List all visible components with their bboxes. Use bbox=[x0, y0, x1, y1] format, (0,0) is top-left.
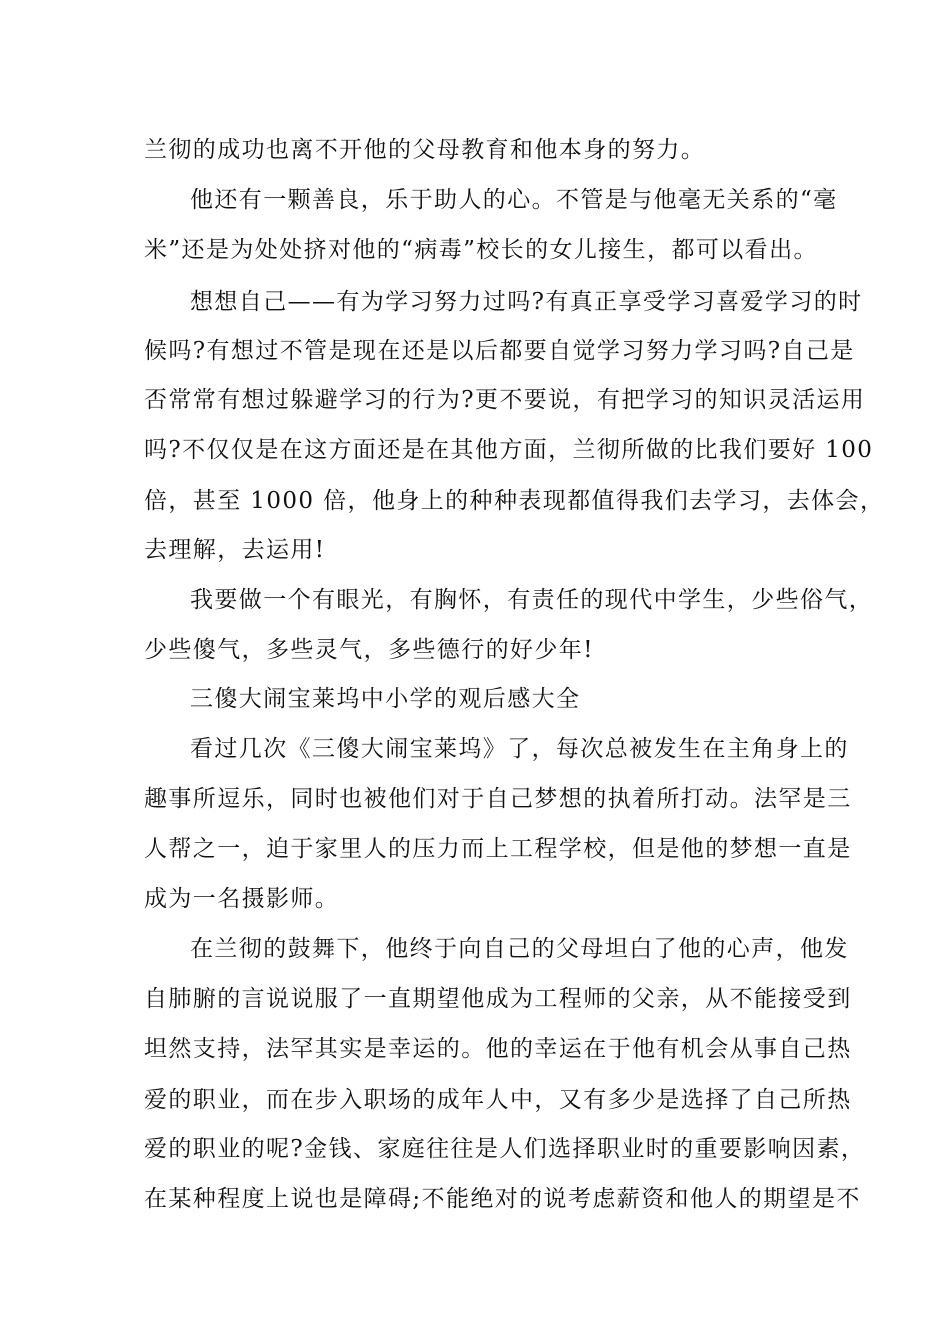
text-line: 想想自己——有为学习努力过吗?有真正享受学习喜爱学习的时 bbox=[190, 289, 863, 315]
text-line: 趣事所逗乐，同时也被他们对于自己梦想的执着所打动。法罕是三 bbox=[144, 786, 852, 812]
text-line: 人帮之一，迫于家里人的压力而上工程学校，但是他的梦想一直是 bbox=[144, 836, 852, 862]
text-line: 我要做一个有眼光，有胸怀，有责任的现代中学生，少些俗气， bbox=[190, 587, 874, 613]
text-line: 在兰彻的鼓舞下，他终于向自己的父母坦白了他的心声，他发 bbox=[190, 936, 849, 962]
section-heading: 三傻大闹宝莱坞中小学的观后感大全 bbox=[190, 686, 581, 712]
text-line: 爱的职业，而在步入职场的成年人中，又有多少是选择了自己所热 bbox=[144, 1087, 852, 1113]
text-line: 成为一名摄影师。 bbox=[144, 886, 340, 912]
text-line: 米”还是为处处挤对他的“病毒”校长的女儿接生，都可以看出。 bbox=[144, 237, 818, 263]
text-line: 看过几次《三傻大闹宝莱坞》了，每次总被发生在主角身上的 bbox=[190, 736, 849, 762]
text-line: 自肺腑的言说说服了一直期望他成为工程师的父亲，从不能接受到 bbox=[144, 986, 852, 1012]
text-line: 少些傻气，多些灵气，多些德行的好少年! bbox=[144, 637, 594, 663]
text-line: 他还有一颗善良，乐于助人的心。不管是与他毫无关系的“毫 bbox=[190, 187, 838, 213]
text-line: 兰彻的成功也离不开他的父母教育和他本身的努力。 bbox=[144, 137, 706, 163]
text-line: 在某种程度上说也是障碍;不能绝对的说考虑薪资和他人的期望是不 bbox=[144, 1186, 861, 1212]
text-line: 爱的职业的呢?金钱、家庭往往是人们选择职业时的重要影响因素， bbox=[144, 1136, 866, 1162]
text-line: 吗?不仅仅是在这方面还是在其他方面，兰彻所做的比我们要好 100 bbox=[144, 437, 874, 463]
text-line: 否常常有想过躲避学习的行为?更不要说，有把学习的知识灵活运用 bbox=[144, 387, 866, 413]
text-line: 倍，甚至 1000 倍，他身上的种种表现都值得我们去学习，去体会， bbox=[144, 488, 885, 514]
text-line: 去理解，去运用! bbox=[144, 537, 326, 563]
text-line: 候吗?有想过不管是现在还是以后都要自觉学习努力学习吗?自己是 bbox=[144, 338, 855, 364]
text-line: 坦然支持，法罕其实是幸运的。他的幸运在于他有机会从事自己热 bbox=[144, 1036, 852, 1062]
